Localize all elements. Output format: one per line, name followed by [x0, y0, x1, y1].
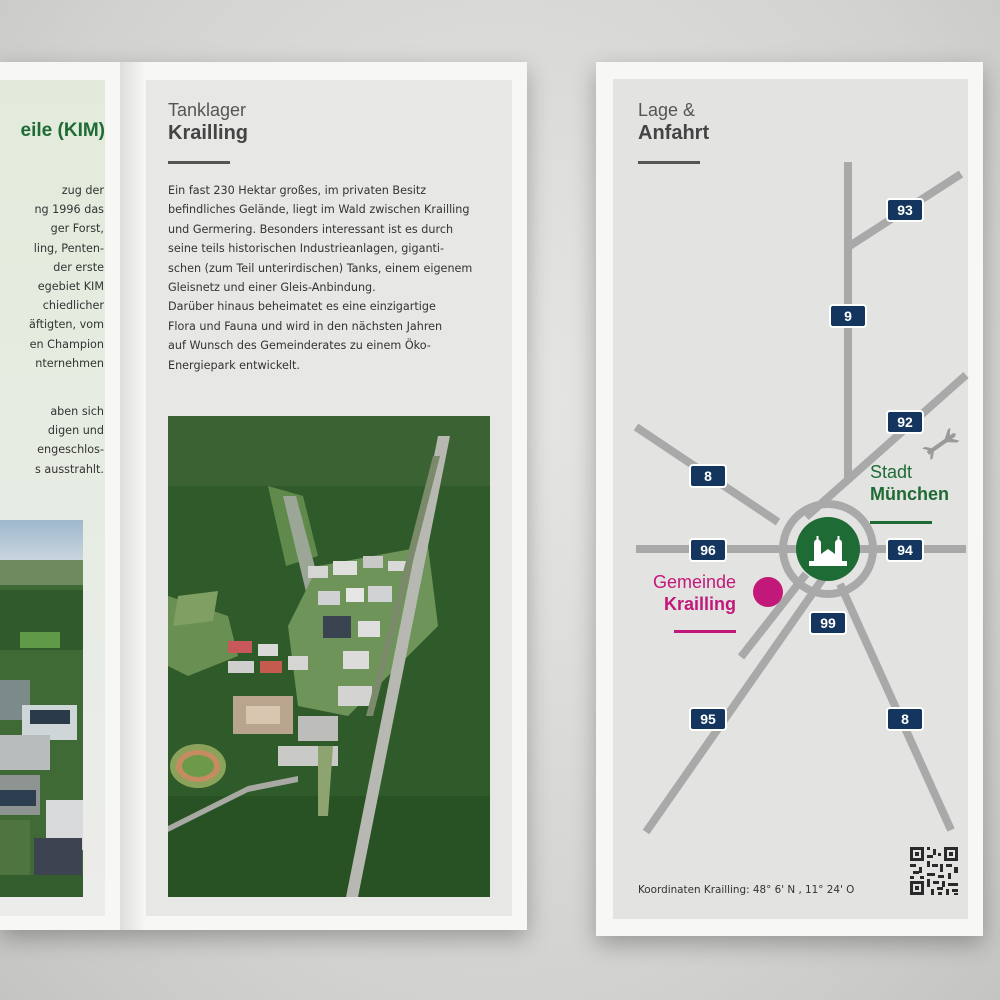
- highway-sign-93: [887, 199, 923, 221]
- svg-text:94: 94: [897, 542, 913, 558]
- town-label-rule: [674, 630, 736, 633]
- highway-sign-8-west: [690, 465, 726, 487]
- svg-text:8: 8: [901, 711, 909, 727]
- church-icon: [796, 517, 860, 581]
- svg-text:9: 9: [844, 308, 852, 324]
- kim-paragraph-2: aben sich digen und engeschlos- s ausstrahlt.: [35, 405, 104, 476]
- krailling-marker: [753, 577, 783, 607]
- qr-code-icon: [910, 847, 958, 895]
- highway-sign-96: [690, 539, 726, 561]
- tanklager-aerial-photo: [168, 416, 490, 897]
- city-label-rule: [870, 521, 932, 524]
- highway-sign-95: [690, 708, 726, 730]
- kim-heading: eile (KIM): [20, 120, 105, 141]
- svg-text:8: 8: [704, 468, 712, 484]
- tanklager-title-light: Tanklager: [168, 100, 247, 120]
- highway-sign-9: [830, 305, 866, 327]
- svg-text:96: 96: [700, 542, 716, 558]
- kim-aerial-photo: [0, 520, 83, 897]
- svg-text:99: 99: [820, 615, 836, 631]
- road-map: [596, 62, 983, 936]
- tanklager-body: Ein fast 230 Hektar großes, im privaten Besitz befindliches Gelände, liegt im Wald zwischen Krailling und Germering. Besonders interessant ist es durch seine teils historischen Industrieanlagen, giganti- schen (zum Teil unterirdischen) Tanks, einem eigenem Gleisnetz und einer Gleis-Anbindung. Darüber hinaus beheimatet es eine einzigartige Flora und Fauna und wird in den nächsten Jahren auf Wunsch des Gemeinderates zu einem Öko- Energiepark entwickelt.: [168, 184, 473, 372]
- lage-title-light: Lage &: [638, 100, 696, 120]
- tanklager-title-bold: Krailling: [168, 122, 249, 144]
- city-label-bold: München: [870, 484, 949, 504]
- highway-sign-94: [887, 539, 923, 561]
- town-label-bold: Krailling: [663, 594, 736, 614]
- tanklager-title-rule: [168, 161, 230, 164]
- airplane-icon: [922, 427, 961, 461]
- svg-text:95: 95: [700, 711, 716, 727]
- svg-text:93: 93: [897, 202, 913, 218]
- lage-title-bold: Anfahrt: [638, 122, 710, 144]
- fold-shadow: [120, 62, 146, 930]
- town-label-light: Gemeinde: [652, 572, 736, 592]
- highway-sign-92: [887, 411, 923, 433]
- kim-paragraph-1: zug der ng 1996 das ger Forst, ling, Penten- der erste egebiet KIM chiedlicher äftigten, vom en Champion nternehmen: [28, 184, 104, 370]
- svg-text:92: 92: [897, 414, 913, 430]
- highway-sign-99: [810, 612, 846, 634]
- city-label-light: Stadt: [870, 462, 913, 482]
- highway-sign-8-south: [887, 708, 923, 730]
- coordinates-text: Koordinaten Krailling: 48° 6' N , 11° 24' O: [638, 884, 855, 896]
